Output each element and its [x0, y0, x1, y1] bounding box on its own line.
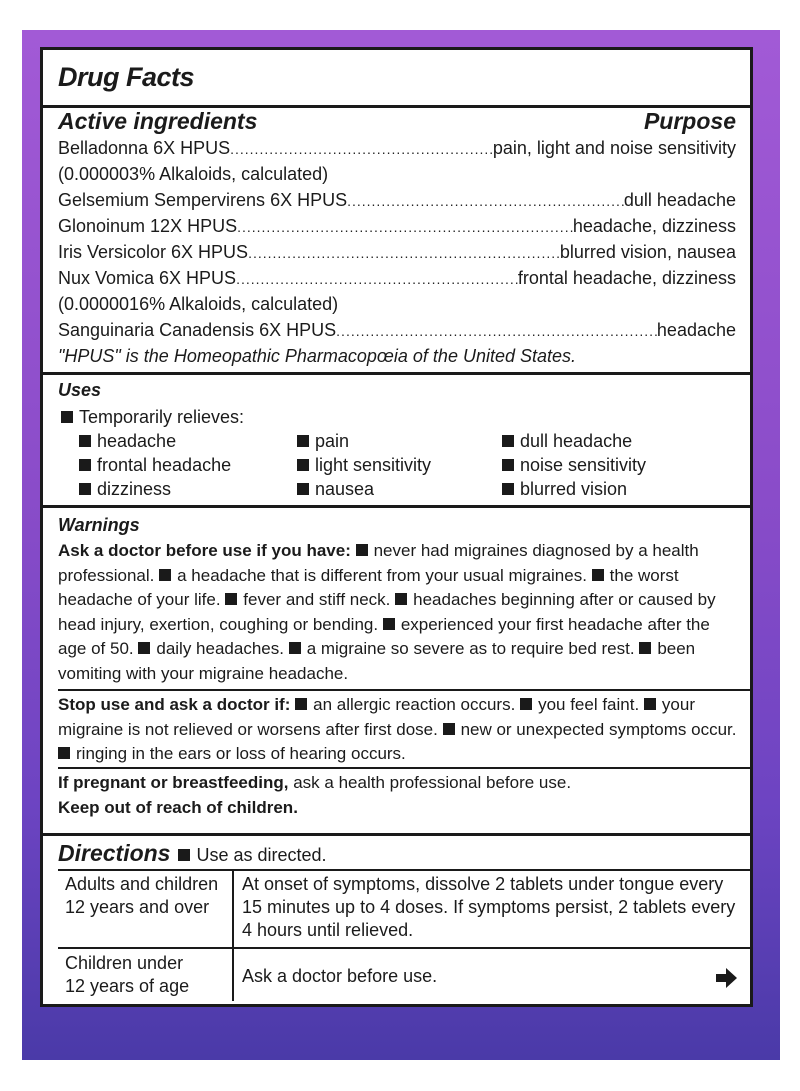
uses-section: [43, 375, 750, 500]
hpus-note: "HPUS" is the Homeopathic Pharmacopœia of the United States.: [58, 346, 577, 366]
pregnancy-lead: If pregnant or breastfeeding,: [58, 773, 289, 792]
table-row-divider: [58, 947, 750, 949]
leader-dots: [347, 188, 624, 214]
ingredient-row: [58, 187, 736, 214]
uses-intro: Temporarily relieves:: [79, 407, 245, 427]
directions-heading: Directions: [58, 840, 171, 866]
ingredient-note: (0.0000016% Alkaloids, calculated): [58, 294, 339, 314]
ingredient-row: [58, 239, 736, 266]
ingredient-row: [58, 265, 736, 292]
square-bullet-icon: [178, 849, 190, 861]
ingredient-name: Belladonna 6X HPUS: [58, 138, 231, 158]
list-item: headache: [79, 429, 176, 453]
square-bullet-icon: [138, 642, 150, 654]
ingredient-note: (0.000003% Alkaloids, calculated): [58, 164, 329, 184]
stop-use-lead: Stop use and ask a doctor if:: [58, 695, 291, 714]
leader-dots: [336, 318, 657, 344]
ingredient-name: Gelsemium Sempervirens 6X HPUS: [58, 190, 348, 210]
ingredient-name: Iris Versicolor 6X HPUS: [58, 242, 249, 262]
drug-facts-panel: [40, 47, 753, 1007]
pregnancy-text: ask a health professional before use.: [293, 773, 572, 792]
square-bullet-icon: [225, 593, 237, 605]
square-bullet-icon: [61, 411, 73, 423]
ingredient-row: [58, 213, 736, 240]
list-item: dull headache: [502, 429, 632, 453]
ingredient-row: [58, 317, 736, 344]
square-bullet-icon: [79, 483, 91, 495]
active-ingredients-header: [58, 108, 736, 134]
directions-section: [43, 836, 750, 1004]
square-bullet-icon: [639, 642, 651, 654]
list-item: light sensitivity: [297, 453, 431, 477]
keep-out-of-reach: Keep out of reach of children.: [58, 798, 298, 817]
ingredient-name: Sanguinaria Canadensis 6X HPUS: [58, 320, 337, 340]
table-cell-who: Adults and children 12 years and over: [65, 874, 219, 917]
uses-intro-line: [61, 404, 736, 430]
square-bullet-icon: [79, 459, 91, 471]
table-cell-what: At onset of symptoms, dissolve 2 tablets under tongue every 15 minutes up to 4 doses. If symptoms persist, 2 tablets every 4 hours until relieved.: [242, 874, 736, 940]
square-bullet-icon: [383, 618, 395, 630]
drug-facts-title: Drug Facts: [58, 62, 195, 92]
leader-dots: [236, 266, 518, 292]
square-bullet-icon: [520, 698, 532, 710]
stop-use-paragraph: Stop use and ask a doctor if: an allergic reaction occurs. you feel faint. your migraine is not relieved or worsens after first dose. new or unexpected symptoms occur. ringing in the ears or loss of hearing occurs.: [58, 695, 737, 763]
square-bullet-icon: [502, 459, 514, 471]
ingredient-purpose: frontal headache, dizziness: [517, 268, 736, 288]
active-ingredients-section: [43, 108, 750, 370]
square-bullet-icon: [502, 435, 514, 447]
purpose-heading: Purpose: [643, 108, 736, 134]
square-bullet-icon: [159, 569, 171, 581]
square-bullet-icon: [295, 698, 307, 710]
leader-dots: [230, 136, 493, 162]
square-bullet-icon: [356, 544, 368, 556]
leader-dots: [248, 240, 560, 266]
ask-doctor-lead: Ask a doctor before use if you have:: [58, 541, 351, 560]
square-bullet-icon: [79, 435, 91, 447]
table-cell-who: Children under 12 years of age: [65, 953, 190, 996]
list-item: frontal headache: [79, 453, 231, 477]
ingredient-purpose: pain, light and noise sensitivity: [492, 138, 736, 158]
pregnancy-paragraph: [58, 771, 738, 796]
ingredient-purpose: headache, dizziness: [572, 216, 736, 236]
directions-table: [58, 869, 750, 1004]
list-item: noise sensitivity: [502, 453, 646, 477]
square-bullet-icon: [289, 642, 301, 654]
table-column-divider: [232, 869, 234, 1001]
list-item: pain: [297, 429, 349, 453]
list-item: nausea: [297, 477, 374, 501]
ingredient-purpose: headache: [656, 320, 736, 340]
list-item: blurred vision: [502, 477, 627, 501]
warnings-divider: [58, 689, 750, 691]
ingredient-name: Nux Vomica 6X HPUS: [58, 268, 237, 288]
directions-intro: Use as directed.: [196, 845, 327, 865]
ingredient-purpose: blurred vision, nausea: [559, 242, 736, 262]
table-cell-what: Ask a doctor before use.: [242, 966, 438, 986]
list-item: dizziness: [79, 477, 171, 501]
square-bullet-icon: [297, 483, 309, 495]
table-border: [58, 869, 750, 871]
leader-dots: [237, 214, 573, 240]
square-bullet-icon: [395, 593, 407, 605]
square-bullet-icon: [644, 698, 656, 710]
square-bullet-icon: [443, 723, 455, 735]
right-arrow-icon: [714, 966, 738, 990]
ingredient-row: [58, 135, 736, 162]
directions-header: [58, 840, 736, 868]
warnings-heading: Warnings: [58, 515, 140, 535]
ingredient-purpose: dull headache: [623, 190, 736, 210]
ask-doctor-paragraph: Ask a doctor before use if you have: never had migraines diagnosed by a health professional. a headache that is different from your usual migraines. the worst headache of your life. fever and stiff neck. headaches beginning after or caused by head injury, exertion, coughing or bending. experienced your first headache after the age of 50. daily headaches. a migraine so severe as to require bed rest. been vomiting with your migraine headache.: [58, 541, 716, 683]
uses-heading: Uses: [58, 380, 102, 400]
square-bullet-icon: [58, 747, 70, 759]
warnings-section: [43, 508, 750, 828]
active-ingredients-heading: Active ingredients: [58, 108, 258, 134]
ingredient-name: Glonoinum 12X HPUS: [58, 216, 238, 236]
square-bullet-icon: [502, 483, 514, 495]
square-bullet-icon: [592, 569, 604, 581]
warnings-divider: [58, 767, 750, 769]
square-bullet-icon: [297, 435, 309, 447]
square-bullet-icon: [297, 459, 309, 471]
